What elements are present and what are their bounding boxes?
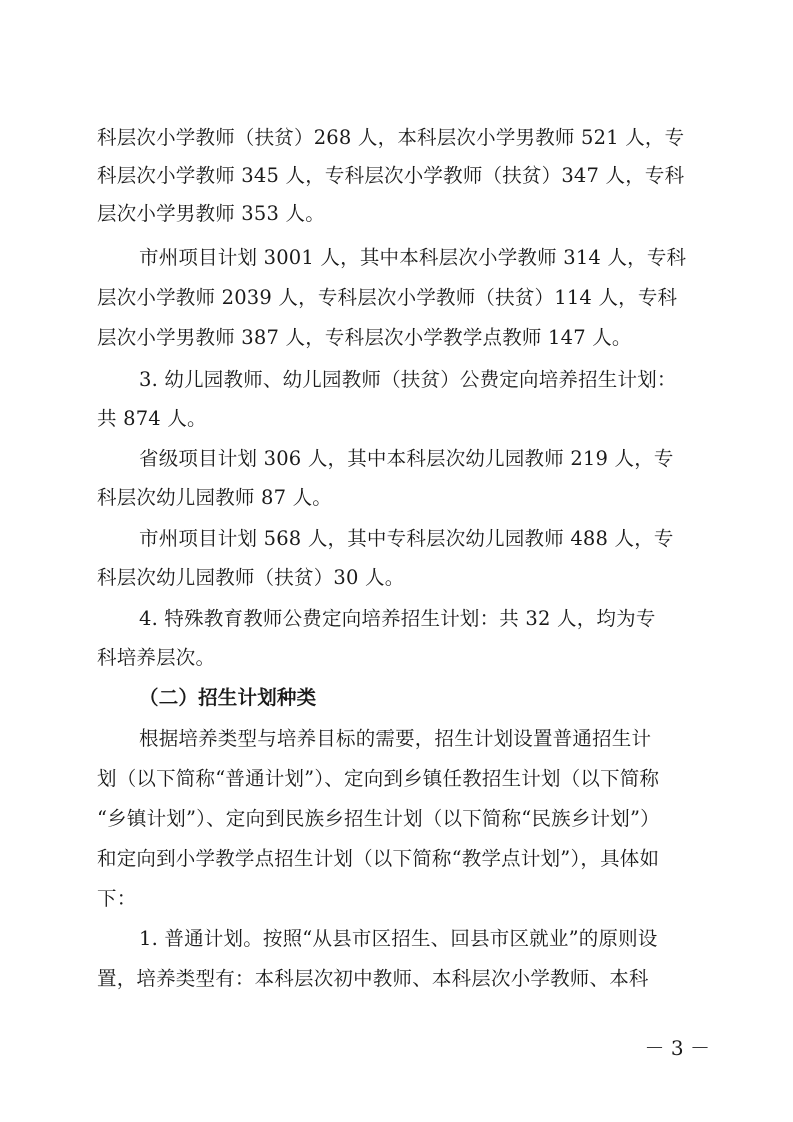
text-line: 层次小学男教师 353 人。 <box>97 202 325 225</box>
text-line: “乡镇计划”）、定向到民族乡招生计划（以下简称“民族乡计划”） <box>97 807 660 830</box>
text-line: 和定向到小学教学点招生计划（以下简称“教学点计划”），具体如 <box>97 847 660 870</box>
text-line: 下： <box>97 887 137 910</box>
text-line: 省级项目计划 306 人，其中本科层次幼儿园教师 219 人，专 <box>139 447 674 470</box>
text-line: 科层次幼儿园教师 87 人。 <box>97 486 333 509</box>
text-line: 市州项目计划 568 人，其中专科层次幼儿园教师 488 人，专 <box>139 527 674 550</box>
text-line: 层次小学男教师 387 人，专科层次小学教学点教师 147 人。 <box>97 326 632 349</box>
text-line: 科层次幼儿园教师（扶贫）30 人。 <box>97 566 405 589</box>
text-line: 根据培养类型与培养目标的需要，招生计划设置普通招生计 <box>139 727 652 750</box>
text-line: 3. 幼儿园教师、幼儿园教师（扶贫）公费定向培养招生计划： <box>139 368 677 391</box>
text-line: 科层次小学教师（扶贫）268 人，本科层次小学男教师 521 人，专 <box>97 126 685 149</box>
text-line: 层次小学教师 2039 人，专科层次小学教师（扶贫）114 人，专科 <box>97 286 678 309</box>
text-line: 1. 普通计划。按照“从县市区招生、回县市区就业”的原则设 <box>139 927 658 950</box>
text-line: 科培养层次。 <box>97 646 216 669</box>
text-line: 共 874 人。 <box>97 407 207 430</box>
text-line: 科层次小学教师 345 人，专科层次小学教师（扶贫）347 人，专科 <box>97 164 685 187</box>
text-line: 置，培养类型有：本科层次初中教师、本科层次小学教师、本科 <box>97 967 649 990</box>
section-heading-text: （二）招生计划种类 <box>139 686 317 709</box>
page-number: － 3 － <box>644 1036 710 1060</box>
text-line: 市州项目计划 3001 人，其中本科层次小学教师 314 人，专科 <box>139 246 687 269</box>
text-line: 划（以下简称“普通计划”）、定向到乡镇任教招生计划（以下简称 <box>97 767 660 790</box>
text-line: 4. 特殊教育教师公费定向培养招生计划：共 32 人，均为专 <box>139 607 656 630</box>
